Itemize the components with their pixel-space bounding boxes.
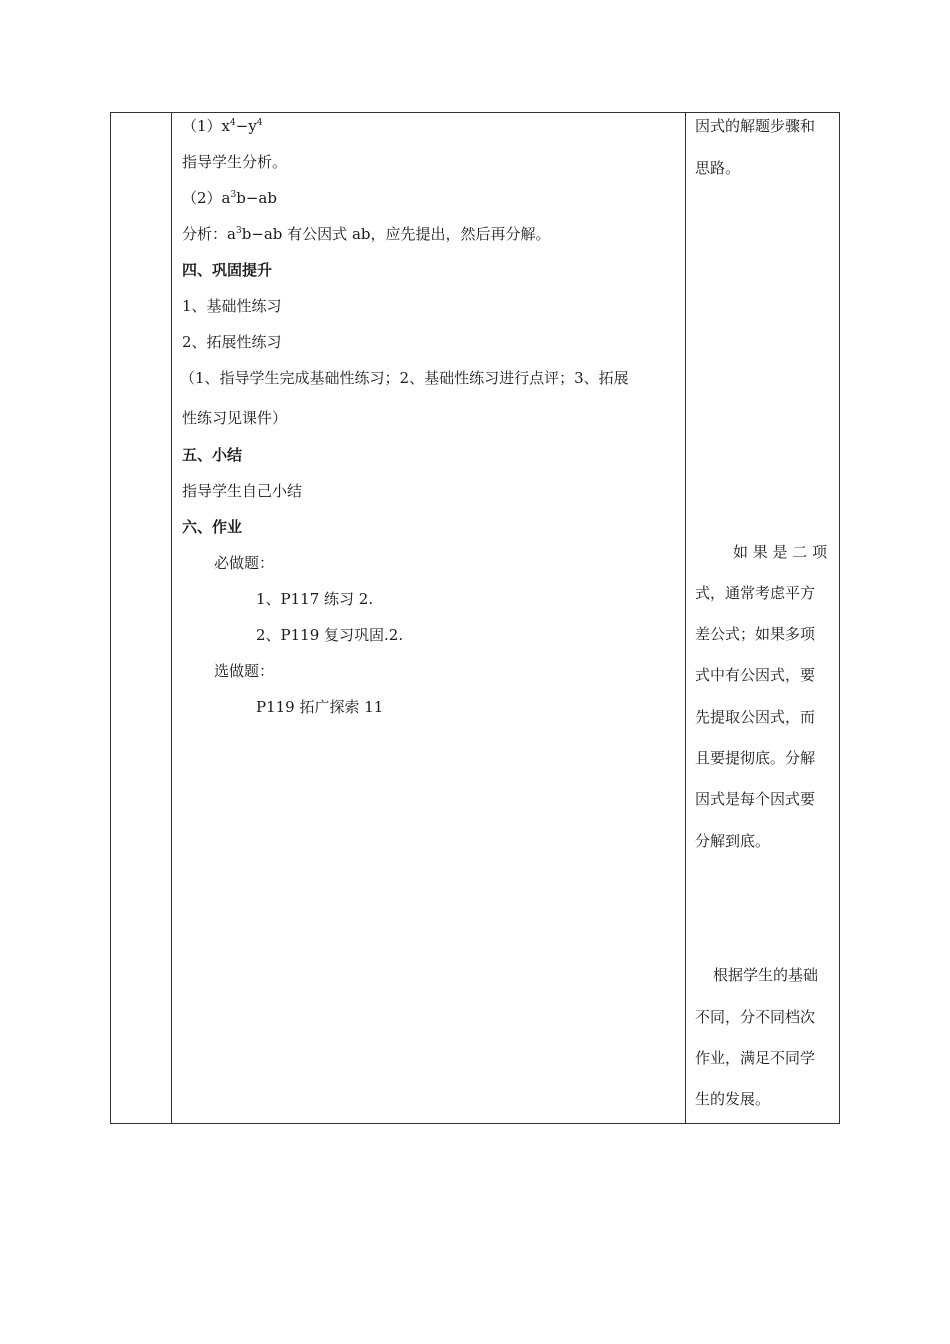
section-4-heading: 四、巩固提升 — [182, 261, 273, 279]
note-3-line: 生的发展。 — [695, 1090, 771, 1108]
optional-label: 选做题： — [214, 662, 275, 680]
guide-analysis: 指导学生分析。 — [182, 153, 288, 171]
practice-note-line-2: 性练习见课件） — [182, 409, 288, 427]
example-1 — [182, 116, 263, 136]
note-2-line: 先提取公因式，而 — [695, 708, 816, 726]
example-1-exponent-2: 4 — [256, 118, 263, 128]
note-2-line: 因式是每个因式要 — [695, 790, 816, 808]
required-item-1: 1、P117 练习 2. — [256, 590, 374, 608]
note-2-line: 如 果 是 二 项 — [733, 543, 828, 561]
analysis-text-suffix: b−ab 有公因式 ab，应先提出，然后再分解。 — [241, 225, 551, 243]
example-2 — [182, 188, 277, 208]
example-2-text: （2）a — [182, 189, 231, 207]
note-2-line: 式，通常考虑平方 — [695, 584, 816, 602]
note-3-line: 根据学生的基础 — [713, 966, 819, 984]
note-1-line-1: 因式的解题步骤和 — [695, 117, 816, 135]
note-2-line: 且要提彻底。分解 — [695, 749, 816, 767]
practice-note-line-1: （1、指导学生完成基础性练习；2、基础性练习进行点评；3、拓展 — [180, 369, 629, 387]
example-1-text-mid: −y — [235, 117, 257, 135]
column-divider-left — [171, 113, 172, 1123]
note-2-line: 差公式；如果多项 — [695, 625, 816, 643]
note-1-line-2: 思路。 — [695, 159, 741, 177]
practice-extended: 2、拓展性练习 — [182, 333, 282, 351]
example-2-exponent: 3 — [230, 190, 237, 200]
section-6-heading: 六、作业 — [182, 518, 243, 536]
required-item-2: 2、P119 复习巩固.2. — [256, 626, 404, 644]
note-2-line: 式中有公因式，要 — [695, 666, 816, 684]
summary-text: 指导学生自己小结 — [182, 482, 303, 500]
example-1-text: （1）x — [182, 117, 231, 135]
note-3-line: 不同，分不同档次 — [695, 1008, 816, 1026]
analysis-text: 分析：a — [182, 225, 236, 243]
example-2-text-suffix: b−ab — [236, 189, 277, 207]
note-3-line: 作业，满足不同学 — [695, 1049, 816, 1067]
analysis-line — [182, 224, 551, 244]
column-divider-right — [685, 113, 686, 1123]
note-2-line: 分解到底。 — [695, 832, 771, 850]
analysis-exponent: 3 — [235, 226, 242, 236]
optional-item-1: P119 拓广探索 11 — [256, 698, 384, 716]
section-5-heading: 五、小结 — [182, 446, 243, 464]
practice-basic: 1、基础性练习 — [182, 297, 282, 315]
example-1-exponent: 4 — [230, 118, 236, 128]
required-label: 必做题： — [214, 554, 275, 572]
